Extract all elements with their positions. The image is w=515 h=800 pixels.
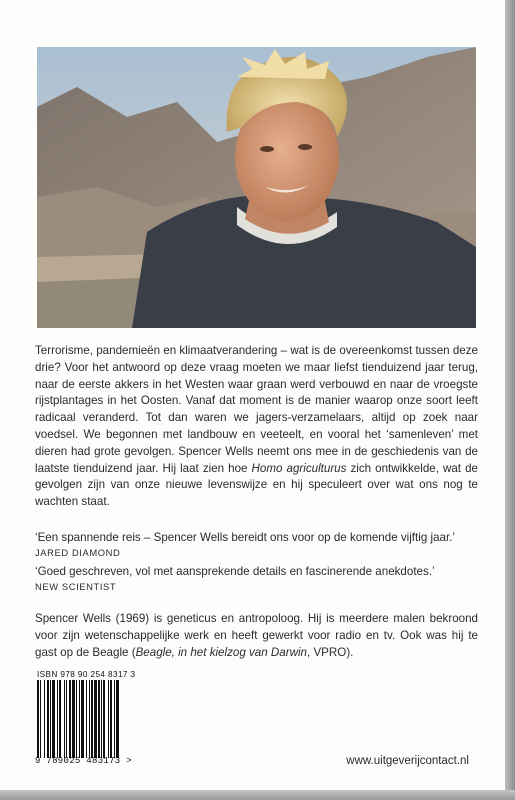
barcode-bar (47, 680, 49, 758)
barcode-bar (86, 680, 87, 758)
barcode-bar (108, 680, 109, 758)
barcode-bar (52, 680, 55, 758)
barcode-bar (57, 680, 58, 758)
barcode-bar (76, 680, 77, 758)
blurb-intro: Terrorisme, pandemieën en klimaatverandering – wat is de overeenkomst tussen deze drie? Voor het antwoord op deze vraag moeten we maar liefst tienduizend jaar terug, naar de eerste akkers in het Westen waar graan werd verbouwd en naar de vroegste rijstplantages in het Oosten. Vanaf dat moment is de manier waarop onze soort leeft radicaal veranderd. Tot dan waren we jagers-verzamelaars, altijd op zoek naar voedsel. We begonnen met landbouw en veeteelt, en vooral het ‘samenleven’ met dieren had grote gevolgen. Spencer Wells neemt ons mee in de geschiedenis van de laatste tienduizend jaar. Hij laat zien hoe (35, 344, 478, 475)
bio-end: ). (346, 645, 354, 659)
quote-source: JARED DIAMOND (35, 547, 121, 558)
page-edge-right (505, 0, 515, 800)
barcode-bar (40, 680, 41, 758)
barcode-bar (116, 680, 119, 758)
review-quotes (35, 530, 485, 598)
blurb-paragraph (35, 343, 478, 511)
barcode-bar (66, 680, 67, 758)
barcode-bar (91, 680, 93, 758)
barcode-bar (59, 680, 61, 758)
author-photo (37, 47, 476, 328)
quote-source: NEW SCIENTIST (35, 581, 117, 592)
barcode-bar (81, 680, 84, 758)
author-bio (35, 611, 478, 661)
blurb-species: Homo agriculturus (251, 461, 347, 475)
page-edge-bottom (0, 790, 515, 800)
barcode (35, 680, 149, 762)
bio-broadcaster: , VPRO (307, 645, 347, 659)
quote-text: ‘Goed geschreven, vol met aansprekende details en fascinerende anekdotes.’ (35, 565, 435, 578)
isbn-label: ISBN 978 90 254 8317 3 (37, 670, 136, 679)
barcode-bar (110, 680, 112, 758)
quote-text: ‘Een spannende reis – Spencer Wells bereidt ons voor op de komende vijftig jaar.’ (35, 531, 455, 544)
barcode-bar (114, 680, 115, 758)
blurb-outro: zich ontwikkelde, wat de gevolgen zijn van onze nieuwe levenswijze en hij speculeert over wat ons nog te wachten staat. (35, 461, 478, 509)
barcode-bar (37, 680, 39, 758)
barcode-bar (50, 680, 51, 758)
bio-program: Beagle, in het kielzog van Darwin (135, 645, 307, 659)
bio-main: Spencer Wells (1969) is geneticus en antropoloog. Hij is meerdere malen bekroond voor zijn wetenschappelijke werk en heeft gewerkt voor radio en tv. Ook was hij te gast op de Beagle ( (35, 612, 478, 659)
barcode-bar (64, 680, 65, 758)
barcode-bar (89, 680, 90, 758)
barcode-digits: 9 789025 483173 > (35, 756, 132, 766)
barcode-bar (79, 680, 80, 758)
publisher-website[interactable]: www.uitgeverijcontact.nl (346, 755, 469, 767)
barcode-bar (94, 680, 97, 758)
barcode-bar (44, 680, 45, 758)
barcode-bar (72, 680, 75, 758)
barcode-bar (98, 680, 100, 758)
barcode-bar (101, 680, 102, 758)
barcode-bar (103, 680, 105, 758)
barcode-bar (69, 680, 71, 758)
